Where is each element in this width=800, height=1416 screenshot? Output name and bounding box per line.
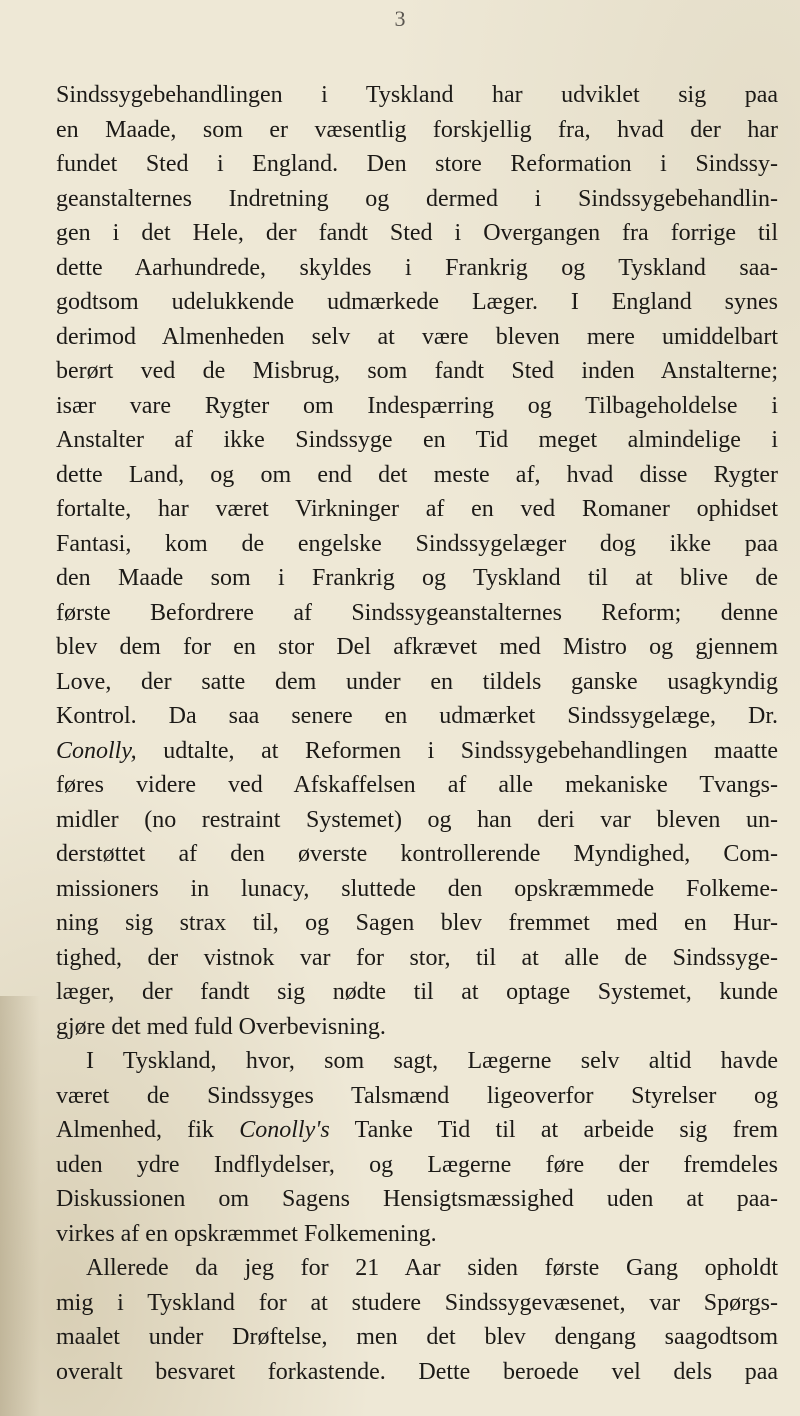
text-line: berørt ved de Misbrug, som fandt Sted inden Anstalterne; bbox=[56, 358, 778, 384]
text-line: Almenhed, fik Conolly's Tanke Tid til at arbeide sig frem bbox=[56, 1117, 778, 1143]
text-line: midler (no restraint Systemet) og han deri var bleven un- bbox=[56, 806, 778, 833]
text-line: I Tyskland, hvor, som sagt, Lægerne selv altid havde bbox=[86, 1048, 778, 1074]
text-line: Love, der satte dem under en tildels ganske usagkyndig bbox=[56, 668, 778, 695]
text-line: Kontrol. Da saa senere en udmærket Sindssygelæge, Dr. bbox=[56, 703, 778, 729]
text-line: overalt besvaret forkastende. Dette beroede vel dels paa bbox=[56, 1358, 778, 1385]
text-line: Fantasi, kom de engelske Sindssygelæger dog ikke paa bbox=[56, 530, 778, 557]
text-line: føres videre ved Afskaffelsen af alle mekaniske Tvangs- bbox=[56, 772, 778, 798]
text-line: læger, der fandt sig nødte til at optage Systemet, kunde bbox=[56, 979, 778, 1005]
text-line: gen i det Hele, der fandt Sted i Overgangen fra forrige til bbox=[56, 220, 778, 246]
text-line: fortalte, har været Virkninger af en ved Romaner ophidset bbox=[56, 496, 778, 522]
text-line: Conolly, udtalte, at Reformen i Sindssygebehandlingen maatte bbox=[56, 737, 778, 764]
text-line: derstøttet af den øverste kontrollerende Myndighed, Com- bbox=[56, 841, 778, 867]
text-line: ning sig strax til, og Sagen blev fremmet med en Hur- bbox=[56, 910, 778, 936]
text-line: første Befordrere af Sindssygeanstalternes Reform; denne bbox=[56, 599, 778, 626]
italic-name: Conolly, bbox=[56, 737, 137, 764]
text-line: mig i Tyskland for at studere Sindssygevæsenet, var Spørgs- bbox=[56, 1289, 778, 1316]
text-line: geanstalternes Indretning og dermed i Sindssygebehandlin- bbox=[56, 185, 778, 212]
text-line: dette Aarhundrede, skyldes i Frankrig og Tyskland saa- bbox=[56, 254, 778, 281]
text-line: godtsom udelukkende udmærkede Læger. I England synes bbox=[56, 289, 778, 315]
text-line: den Maade som i Frankrig og Tyskland til at blive de bbox=[56, 565, 778, 591]
text-line: missioners in lunacy, sluttede den opskræmmede Folkeme- bbox=[56, 875, 778, 902]
text-line: blev dem for en stor Del afkrævet med Mistro og gjennem bbox=[56, 634, 778, 660]
text-line: virkes af en opskræmmet Folkemening. bbox=[56, 1220, 437, 1247]
body-text bbox=[56, 78, 778, 1389]
text-line: dette Land, og om end det meste af, hvad disse Rygter bbox=[56, 461, 778, 488]
italic-name: Conolly's bbox=[239, 1117, 330, 1143]
text-line: Sindssygebehandlingen i Tyskland har udviklet sig paa bbox=[56, 82, 778, 108]
text-line: tighed, der vistnok var for stor, til at alle de Sindssyge- bbox=[56, 944, 778, 971]
text-line: fundet Sted i England. Den store Reformation i Sindssy- bbox=[56, 151, 778, 177]
text-line: derimod Almenheden selv at være bleven mere umiddelbart bbox=[56, 323, 778, 350]
text-line: især vare Rygter om Indespærring og Tilbageholdelse i bbox=[56, 392, 778, 419]
page-edge-shadow bbox=[0, 996, 40, 1416]
text-line: uden ydre Indflydelser, og Lægerne føre der fremdeles bbox=[56, 1151, 778, 1178]
text-line: været de Sindssyges Talsmænd ligeoverfor Styrelser og bbox=[56, 1082, 778, 1109]
text-line: maalet under Drøftelse, men det blev dengang saagodtsom bbox=[56, 1324, 778, 1350]
page-number: 3 bbox=[394, 6, 406, 31]
text-line: en Maade, som er væsentlig forskjellig fra, hvad der har bbox=[56, 116, 778, 143]
text-line: Diskussionen om Sagens Hensigtsmæssighed uden at paa- bbox=[56, 1186, 778, 1212]
text-line: gjøre det med fuld Overbevisning. bbox=[56, 1013, 386, 1040]
text-line: Allerede da jeg for 21 Aar siden første Gang opholdt bbox=[86, 1255, 778, 1281]
text-line: Anstalter af ikke Sindssyge en Tid meget almindelige i bbox=[56, 427, 778, 453]
